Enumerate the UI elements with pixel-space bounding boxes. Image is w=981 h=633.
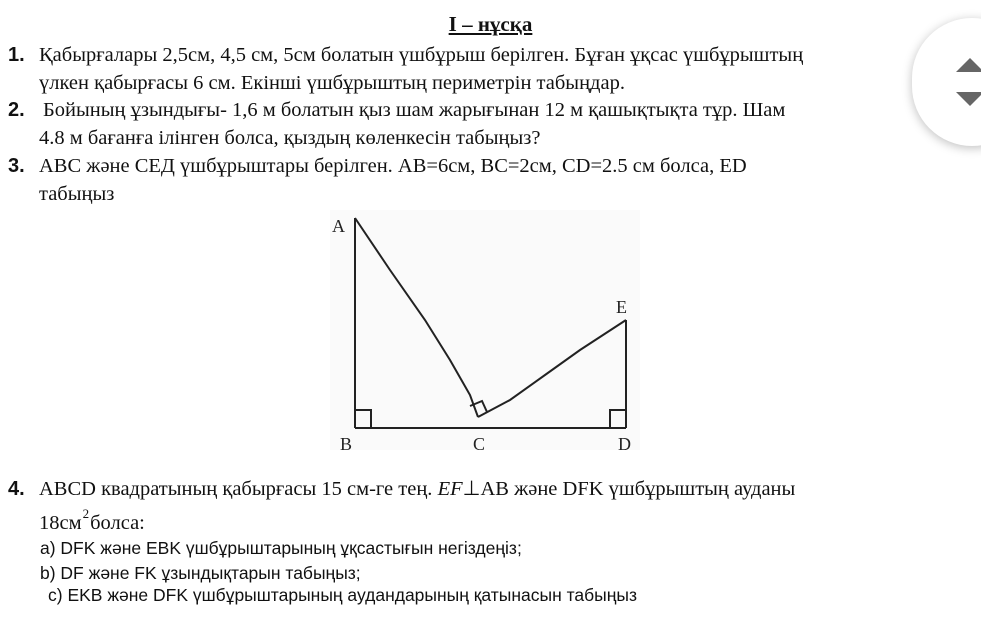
page-nav-control <box>912 18 981 146</box>
question-text-line: Бойының ұзындығы- 1,6 м болатын қыз шам жарығынан 12 м қашықтықта тұр. Шам <box>43 99 786 121</box>
question-text-part: AB және DFK үшбұрыштың ауданы <box>480 478 796 500</box>
question-text-line: АВС және СЕД үшбұрыштары берілген. АВ=6см, ВС=2см, CD=2.5 см болса, ED <box>39 155 747 177</box>
question-text-line <box>39 475 918 503</box>
vertex-label-a: A <box>332 216 345 236</box>
question-text-line: табыңыз <box>39 183 115 205</box>
geometry-diagram <box>330 210 640 450</box>
question-number: 1. <box>8 44 25 66</box>
subpart-a: a) DFK және EBK үшбұрыштарының ұқсастығын негіздеңіз; <box>40 538 522 558</box>
question-text-part: болса: <box>90 512 145 534</box>
question-text-line: 4.8 м бағанға ілінген болса, қыздың көленкесін табыңыз? <box>39 127 541 149</box>
triangle-down-icon[interactable] <box>956 92 981 106</box>
vertex-label-e: E <box>616 297 627 317</box>
question-text-line: үлкен қабырғасы 6 см. Екінші үшбұрыштың периметрін табыңдар. <box>39 72 625 94</box>
segment-ce <box>478 320 626 417</box>
vertex-label-c: C <box>473 434 486 450</box>
question-2 <box>8 96 918 152</box>
perpendicular-symbol: ⊥ <box>462 478 481 500</box>
page-title: І – нұсқа <box>448 12 533 36</box>
question-text-line: Қабырғалары 2,5см, 4,5 см, 5см болатын үшбұрыш берілген. Бұған ұқсас үшбұрыштың <box>39 44 804 66</box>
right-angle-d <box>610 410 626 428</box>
ef-label: EF <box>437 478 463 500</box>
question-number: 2. <box>8 99 25 121</box>
question-text-line <box>39 506 918 539</box>
subpart-b: b) DF және FK ұзындықтарын табыңыз; <box>40 563 361 583</box>
question-text-part: ABCD квадратының қабырғасы 15 см-ге тең. <box>39 478 438 500</box>
vertex-label-d: D <box>618 434 631 450</box>
subpart-c: c) EKB және DFK үшбұрыштарының аудандарының қатынасын табыңыз <box>48 585 638 605</box>
question-4 <box>8 475 918 539</box>
vertex-label-b: B <box>340 434 353 450</box>
segment-ac <box>355 218 478 417</box>
question-1 <box>8 41 918 97</box>
area-value: 18см <box>39 512 82 534</box>
question-number: 4. <box>8 478 25 500</box>
right-angle-b <box>355 410 371 428</box>
superscript-2: 2 <box>82 506 90 521</box>
question-number: 3. <box>8 155 25 177</box>
triangle-up-icon[interactable] <box>956 58 981 72</box>
question-3 <box>8 152 918 208</box>
